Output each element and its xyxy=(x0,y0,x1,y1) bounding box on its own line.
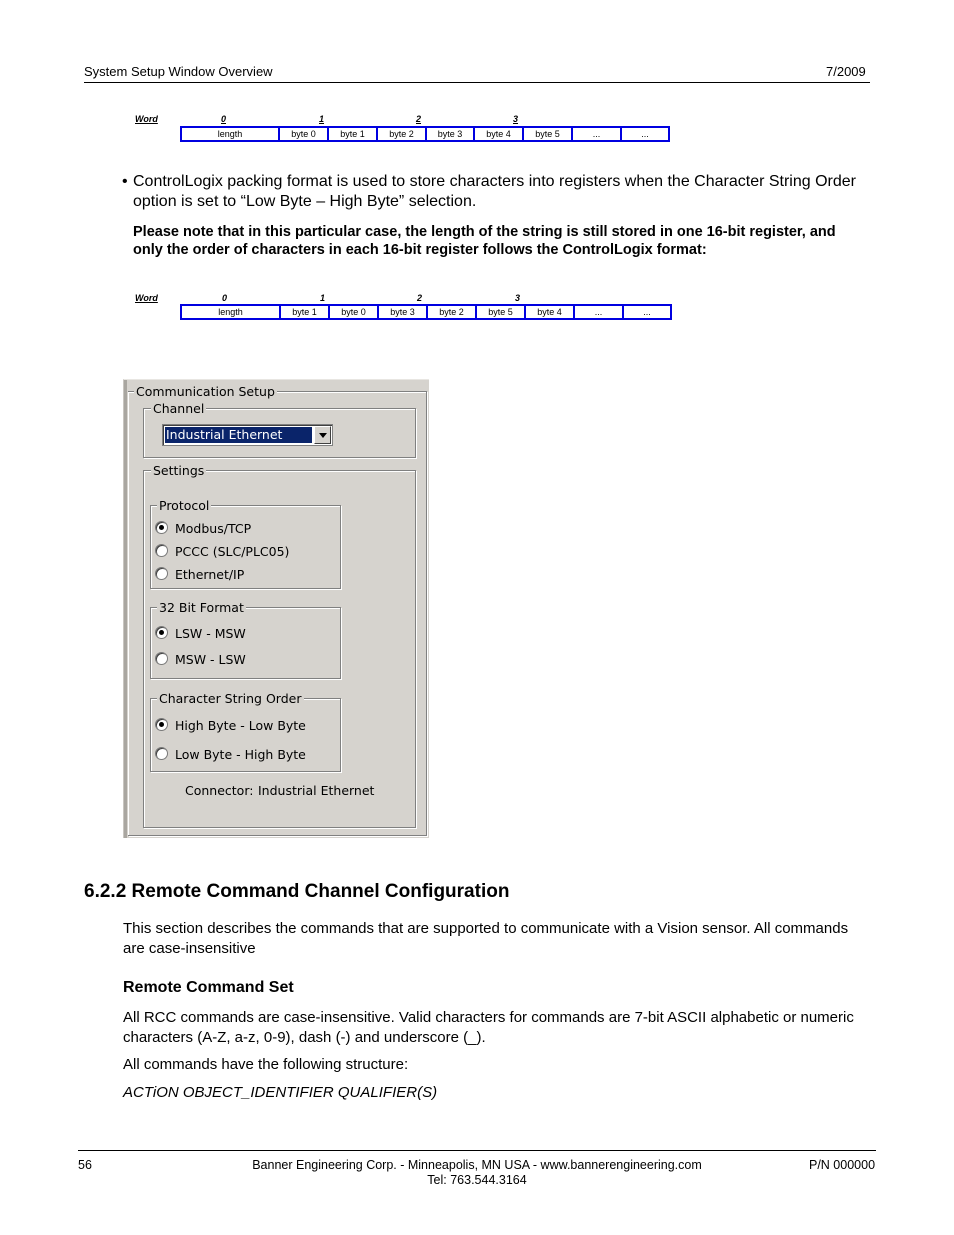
register-cell: ... xyxy=(575,306,624,318)
protocol-group-title: Protocol xyxy=(159,498,210,513)
radio-icon[interactable] xyxy=(155,567,168,580)
bit-format-option-msw-lsw[interactable] xyxy=(155,652,246,668)
protocol-option-modbus[interactable] xyxy=(155,521,251,537)
register-cell: length xyxy=(182,306,281,318)
char-order-option-label: High Byte - Low Byte xyxy=(175,718,306,733)
word-label: Word xyxy=(135,293,158,303)
register-cell: byte 5 xyxy=(524,128,573,140)
bit-format-option-label: MSW - LSW xyxy=(175,652,246,667)
word-number: 1 xyxy=(320,293,326,303)
bold-note: Please note that in this particular case, the length of the string is still stored in one 16-bit register, and only the order of characters in each 16-bit register follows the ControlLogix format: xyxy=(133,224,836,258)
word-number: 0 xyxy=(221,114,227,124)
paragraph-commands: All RCC commands are case-insensitive. Valid characters for commands are 7-bit ASCII alphabetic or numeric characters (A-Z, a-z, 0-9), dash (-) and underscore (_). xyxy=(123,1009,854,1046)
register-cell: ... xyxy=(573,128,622,140)
radio-selected-icon[interactable] xyxy=(155,626,168,639)
page-number: 56 xyxy=(78,1158,92,1172)
register-cell: byte 5 xyxy=(477,306,526,318)
word-number: 1 xyxy=(319,114,325,124)
section-intro: This section describes the commands that are supported to communicate with a Vision sensor. All commands are case-insensitive xyxy=(123,920,849,957)
footer-tel: Tel: 763.544.3164 xyxy=(427,1173,527,1187)
word-number: 2 xyxy=(417,293,423,303)
channel-select-value: Industrial Ethernet xyxy=(165,427,312,443)
register-cell: byte 4 xyxy=(526,306,575,318)
section-heading: 6.2.2 Remote Command Channel Configuration xyxy=(84,881,510,902)
radio-icon[interactable] xyxy=(155,747,168,760)
part-number: P/N 000000 xyxy=(809,1158,876,1172)
word-number: 0 xyxy=(222,293,228,303)
radio-selected-icon[interactable] xyxy=(155,718,168,731)
bullet-text: ControlLogix packing format is used to store characters into registers when the Character String Order option is set to “Low Byte – High Byte” selection. xyxy=(133,173,856,210)
protocol-option-label: Ethernet/IP xyxy=(175,567,245,582)
protocol-option-ethernet-ip[interactable] xyxy=(155,567,244,583)
protocol-option-pccc[interactable] xyxy=(155,544,289,560)
char-order-option-high-low[interactable] xyxy=(155,718,306,734)
channel-select[interactable] xyxy=(162,424,333,446)
char-order-group-title: Character String Order xyxy=(159,691,302,706)
register-cell: ... xyxy=(641,129,649,139)
char-order-option-low-high[interactable] xyxy=(155,747,306,763)
register-cell: byte 3 xyxy=(427,128,475,140)
protocol-option-label: Modbus/TCP xyxy=(175,521,252,536)
bullet-paragraph xyxy=(122,172,867,212)
register-cell: byte 1 xyxy=(281,306,330,318)
register-cells xyxy=(180,304,672,320)
register-cell: byte 4 xyxy=(475,128,524,140)
bit-format-group xyxy=(150,607,341,679)
word-label: Word xyxy=(135,114,158,124)
register-cell: byte 3 xyxy=(379,306,428,318)
register-cell: byte 2 xyxy=(428,306,477,318)
running-header-title: System Setup Window Overview xyxy=(84,64,273,79)
running-header-date: 7/2009 xyxy=(826,64,866,79)
communication-setup-panel xyxy=(123,379,429,838)
register-cell: length xyxy=(182,128,280,140)
settings-group-title: Settings xyxy=(153,463,205,478)
register-cells xyxy=(180,126,670,142)
radio-icon[interactable] xyxy=(155,544,168,557)
communication-setup-title: Communication Setup xyxy=(136,384,275,399)
header-rule xyxy=(84,82,870,83)
bullet-symbol: • xyxy=(122,173,128,190)
word-number: 3 xyxy=(513,114,519,124)
protocol-option-label: PCCC (SLC/PLC05) xyxy=(175,544,290,559)
word-number: 3 xyxy=(515,293,521,303)
radio-selected-icon[interactable] xyxy=(155,521,168,534)
register-cell: byte 0 xyxy=(280,128,329,140)
bit-format-option-lsw-msw[interactable] xyxy=(155,626,246,642)
bit-format-option-label: LSW - MSW xyxy=(175,626,246,641)
channel-group-title: Channel xyxy=(153,401,205,416)
register-cell: byte 2 xyxy=(378,128,427,140)
footer-company: Banner Engineering Corp. - Minneapolis, MN USA - www.bannerengineering.com xyxy=(252,1158,702,1172)
paragraph-structure: All commands have the following structure: xyxy=(123,1056,409,1073)
bit-format-group-title: 32 Bit Format xyxy=(159,600,244,615)
char-order-option-label: Low Byte - High Byte xyxy=(175,747,306,762)
footer-rule xyxy=(78,1150,876,1151)
word-number: 2 xyxy=(416,114,422,124)
subsection-heading: Remote Command Set xyxy=(123,979,294,996)
connector-value: Industrial Ethernet xyxy=(258,783,375,798)
command-syntax: ACTiON OBJECT_IDENTIFIER QUALIFIER(S) xyxy=(123,1084,438,1101)
register-cell: ... xyxy=(643,307,651,317)
chevron-down-icon[interactable] xyxy=(314,426,331,444)
register-cell: byte 0 xyxy=(330,306,379,318)
radio-icon[interactable] xyxy=(155,652,168,665)
register-cell: byte 1 xyxy=(329,128,378,140)
connector-label: Connector: xyxy=(185,783,254,798)
panel-edge xyxy=(124,380,127,838)
